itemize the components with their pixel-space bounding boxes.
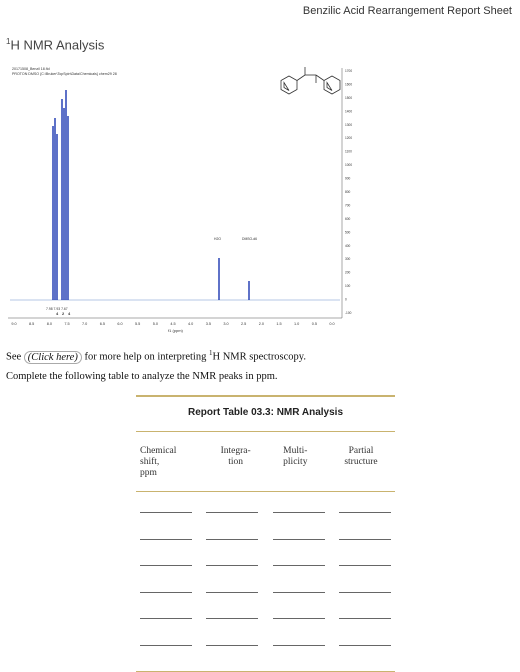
- integration-blank[interactable]: [206, 645, 258, 646]
- table-row: [136, 565, 395, 592]
- x-axis-label: f1 (ppm): [168, 328, 183, 333]
- peak-label-dmso: DMSO-d6: [242, 237, 258, 241]
- multiplicity-blank[interactable]: [273, 512, 325, 513]
- partial-structure-blank[interactable]: [339, 592, 391, 593]
- header-multiplicity: Multi- plicity: [283, 446, 308, 467]
- x-tick-label: 3.0: [223, 322, 229, 326]
- partial-structure-blank[interactable]: [339, 645, 391, 646]
- y-tick-label: 1500: [345, 95, 353, 100]
- multiplicity-blank[interactable]: [273, 645, 325, 646]
- integral-line: 7.98 7.93 7.67: [46, 307, 68, 311]
- y-tick-label: 1600: [345, 82, 353, 87]
- integration-blank[interactable]: [206, 592, 258, 593]
- y-tick-label: 1000: [345, 163, 353, 168]
- table-row: [136, 539, 395, 566]
- x-tick-label: 7.0: [82, 322, 88, 326]
- y-tick-label: 300: [345, 257, 351, 262]
- x-tick-label: 0.5: [311, 322, 317, 326]
- integration-blank[interactable]: [206, 512, 258, 513]
- chemical-shift-blank[interactable]: [140, 618, 192, 619]
- multiplicity-blank[interactable]: [273, 618, 325, 619]
- x-tick-label: 6.0: [117, 322, 123, 326]
- spectrum-meta-1: 20171508_Benzil 18.fid: [12, 67, 50, 71]
- x-tick-label: 9.0: [11, 322, 17, 326]
- x-tick-label: 2.0: [258, 322, 264, 326]
- section-title-text: H NMR Analysis: [10, 37, 105, 53]
- integral-values: [56, 311, 71, 316]
- chemical-shift-blank[interactable]: [140, 539, 192, 540]
- y-tick-label: 500: [345, 230, 351, 235]
- spectrum-peaks: [53, 90, 249, 300]
- x-tick-label: 3.5: [205, 322, 211, 326]
- instruction-text: Complete the following table to analyze the NMR peaks in ppm.: [6, 371, 278, 382]
- integral-value: 4: [56, 311, 59, 316]
- table-caption: Report Table 03.3: NMR Analysis: [187, 407, 344, 418]
- spectrum-meta-2: PROTON DMSO {C:\Bruker\TopSpin\Data\Chemicals} chem29 28: [12, 72, 117, 76]
- peak-labels: [214, 237, 257, 241]
- header-chemical-shift: Chemical shift, ppm: [140, 446, 177, 478]
- section-title-superscript: 1: [6, 37, 11, 46]
- y-tick-label: 200: [345, 270, 351, 275]
- click-here-link[interactable]: (Click here): [24, 351, 82, 364]
- y-tick-label: 1700: [345, 69, 353, 73]
- benzil-structure: [281, 67, 340, 94]
- x-tick-label: 7.5: [64, 322, 70, 326]
- integration-blank[interactable]: [206, 565, 258, 566]
- x-tick-label: 0.0: [329, 322, 335, 326]
- chemical-shift-blank[interactable]: [140, 565, 192, 566]
- sheet-title: Benzilic Acid Rearrangement Report Sheet: [302, 5, 512, 17]
- y-tick-label: 1300: [345, 122, 353, 127]
- peak-label-h2o: H2O: [214, 237, 221, 241]
- partial-structure-blank[interactable]: [339, 565, 391, 566]
- help-line: [6, 349, 306, 363]
- x-tick-label: 1.5: [276, 322, 282, 326]
- y-tick-label: 1100: [345, 149, 352, 154]
- help-suffix-b: H NMR spectroscopy.: [212, 351, 306, 363]
- x-tick-label: 8.5: [29, 322, 35, 326]
- integral-value: 2: [62, 311, 65, 316]
- x-axis-ticks: [11, 322, 334, 326]
- help-suffix-a: for more help on interpreting: [84, 351, 207, 363]
- y-tick-label: 100: [345, 284, 351, 289]
- y-axis-ticks: [345, 69, 352, 315]
- y-tick-label: 700: [345, 203, 351, 208]
- x-tick-label: 5.0: [152, 322, 158, 326]
- y-tick-label: 1400: [345, 109, 353, 114]
- help-superscript: 1: [208, 349, 213, 357]
- y-tick-label: -100: [345, 311, 352, 315]
- multiplicity-blank[interactable]: [273, 592, 325, 593]
- partial-structure-blank[interactable]: [339, 539, 391, 540]
- integral-value: 4: [68, 311, 71, 316]
- chemical-shift-blank[interactable]: [140, 645, 192, 646]
- table-row: [136, 618, 395, 645]
- x-tick-label: 8.0: [46, 322, 52, 326]
- table-row: [136, 592, 395, 619]
- x-tick-label: 1.0: [294, 322, 300, 326]
- y-tick-label: 800: [345, 190, 351, 194]
- partial-structure-blank[interactable]: [339, 618, 391, 619]
- integration-blank[interactable]: [206, 618, 258, 619]
- y-tick-label: 1200: [345, 136, 353, 141]
- y-tick-label: 0: [345, 297, 347, 302]
- partial-structure-blank[interactable]: [339, 512, 391, 513]
- x-tick-label: 4.0: [188, 322, 194, 326]
- y-tick-label: 900: [345, 176, 351, 181]
- x-tick-label: 4.5: [170, 322, 176, 326]
- table-body: [136, 492, 395, 671]
- chemical-shift-blank[interactable]: [140, 512, 192, 513]
- header-partial-structure: Partial structure: [344, 446, 378, 467]
- multiplicity-blank[interactable]: [273, 539, 325, 540]
- y-tick-label: 400: [345, 243, 351, 248]
- x-tick-label: 2.5: [241, 322, 247, 326]
- nmr-spectrum: [6, 62, 354, 344]
- table-row: [136, 645, 395, 672]
- integration-blank[interactable]: [206, 539, 258, 540]
- table-row: [136, 512, 395, 539]
- report-table: [136, 395, 395, 672]
- y-tick-label: 600: [345, 216, 351, 221]
- section-title: [6, 37, 104, 52]
- table-header-row: [136, 432, 395, 479]
- x-tick-label: 6.5: [99, 322, 105, 326]
- help-prefix: See: [6, 351, 22, 363]
- chemical-shift-blank[interactable]: [140, 592, 192, 593]
- header-integration: Integra- tion: [220, 446, 251, 467]
- x-tick-label: 5.5: [135, 322, 141, 326]
- multiplicity-blank[interactable]: [273, 565, 325, 566]
